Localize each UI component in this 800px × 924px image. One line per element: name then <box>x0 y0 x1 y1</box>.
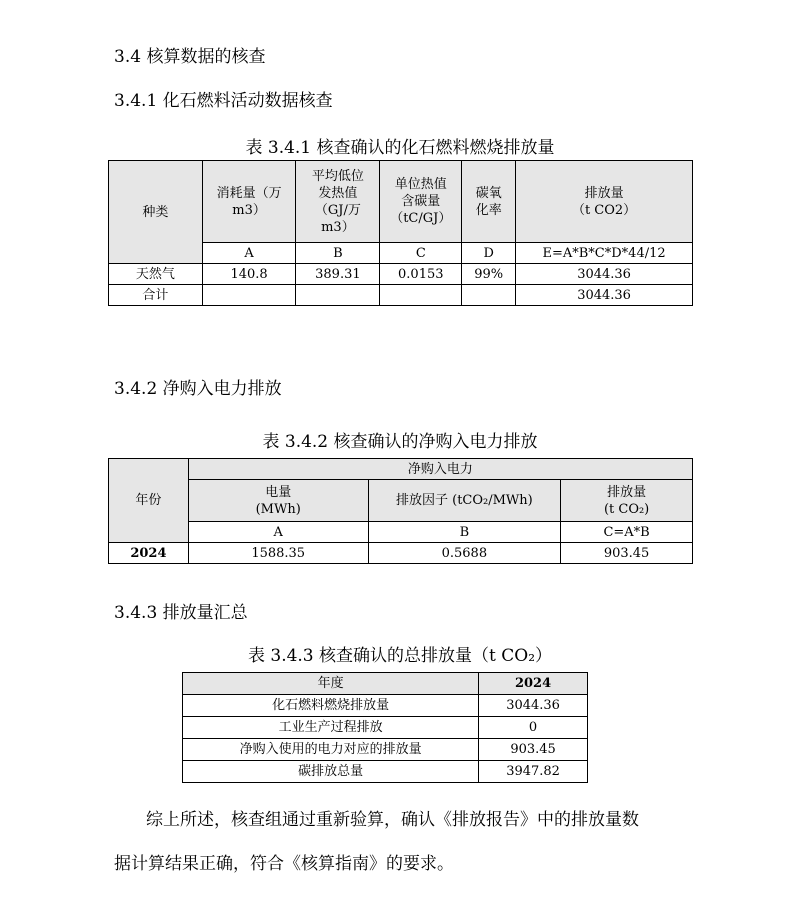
row-oxidation-rate <box>462 285 516 306</box>
row-label: 碳排放总量 <box>183 761 479 783</box>
table-row <box>109 285 693 306</box>
header-emission: 排放量 (t CO₂) <box>561 480 693 522</box>
conclusion-line-2: 据计算结果正确，符合《核算指南》的要求。 <box>114 854 454 874</box>
table3-caption: 表 3.4.3 核查确认的总排放量（t CO₂） <box>247 646 553 666</box>
row-value: 3044.36 <box>479 695 588 717</box>
row-electricity: 1588.35 <box>188 543 368 564</box>
row-oxidation-rate: 99% <box>462 264 516 285</box>
row-value: 903.45 <box>479 739 588 761</box>
header-year: 年份 <box>109 459 189 543</box>
table-row <box>109 264 693 285</box>
row-emission-factor: 0.5688 <box>368 543 561 564</box>
code-a: A <box>202 243 296 264</box>
header-year-label: 年度 <box>183 673 479 695</box>
row-label: 工业生产过程排放 <box>183 717 479 739</box>
section-heading-3-4: 3.4 核算数据的核查 <box>114 47 266 67</box>
row-ncv <box>296 285 380 306</box>
code-b: B <box>368 522 561 543</box>
row-consumption <box>202 285 296 306</box>
row-emission: 3044.36 <box>516 285 693 306</box>
table1-caption: 表 3.4.1 核查确认的化石燃料燃烧排放量 <box>245 138 555 158</box>
code-e: E=A*B*C*D*44/12 <box>516 243 693 264</box>
row-ncv: 389.31 <box>296 264 380 285</box>
table-row <box>183 717 588 739</box>
row-label: 化石燃料燃烧排放量 <box>183 695 479 717</box>
header-kind: 种类 <box>109 161 203 264</box>
header-oxidation-rate: 碳氧 化率 <box>462 161 516 243</box>
table-row <box>183 739 588 761</box>
table-row <box>183 761 588 783</box>
section-heading-3-4-1: 3.4.1 化石燃料活动数据核查 <box>114 91 333 111</box>
row-name: 合计 <box>109 285 203 306</box>
section-heading-3-4-2: 3.4.2 净购入电力排放 <box>114 379 282 399</box>
header-emission-factor: 排放因子 (tCO₂/MWh) <box>368 480 561 522</box>
header-ncv: 平均低位 发热值 （GJ/万 m3） <box>296 161 380 243</box>
code-b: B <box>296 243 380 264</box>
row-consumption: 140.8 <box>202 264 296 285</box>
section-heading-3-4-3: 3.4.3 排放量汇总 <box>114 603 248 623</box>
header-electricity: 电量 (MWh) <box>188 480 368 522</box>
row-carbon-content <box>380 285 462 306</box>
row-value: 0 <box>479 717 588 739</box>
code-a: A <box>188 522 368 543</box>
table-row <box>109 543 693 564</box>
header-year-value: 2024 <box>479 673 588 695</box>
row-year: 2024 <box>109 543 189 564</box>
row-emission: 903.45 <box>561 543 693 564</box>
header-group: 净购入电力 <box>188 459 692 480</box>
row-label: 净购入使用的电力对应的排放量 <box>183 739 479 761</box>
header-carbon-content: 单位热值 含碳量 （tC/GJ） <box>380 161 462 243</box>
table-row <box>183 695 588 717</box>
fossil-fuel-emissions-table <box>108 160 693 306</box>
row-name: 天然气 <box>109 264 203 285</box>
row-value: 3947.82 <box>479 761 588 783</box>
total-emissions-table <box>182 672 588 783</box>
code-c: C <box>380 243 462 264</box>
header-emission: 排放量 （t CO2） <box>516 161 693 243</box>
header-consumption: 消耗量（万 m3） <box>202 161 296 243</box>
table2-caption: 表 3.4.2 核查确认的净购入电力排放 <box>262 432 538 452</box>
code-c: C=A*B <box>561 522 693 543</box>
purchased-electricity-table <box>108 458 693 564</box>
row-emission: 3044.36 <box>516 264 693 285</box>
row-carbon-content: 0.0153 <box>380 264 462 285</box>
code-d: D <box>462 243 516 264</box>
conclusion-line-1: 综上所述，核查组通过重新验算，确认《排放报告》中的排放量数 <box>146 810 639 830</box>
